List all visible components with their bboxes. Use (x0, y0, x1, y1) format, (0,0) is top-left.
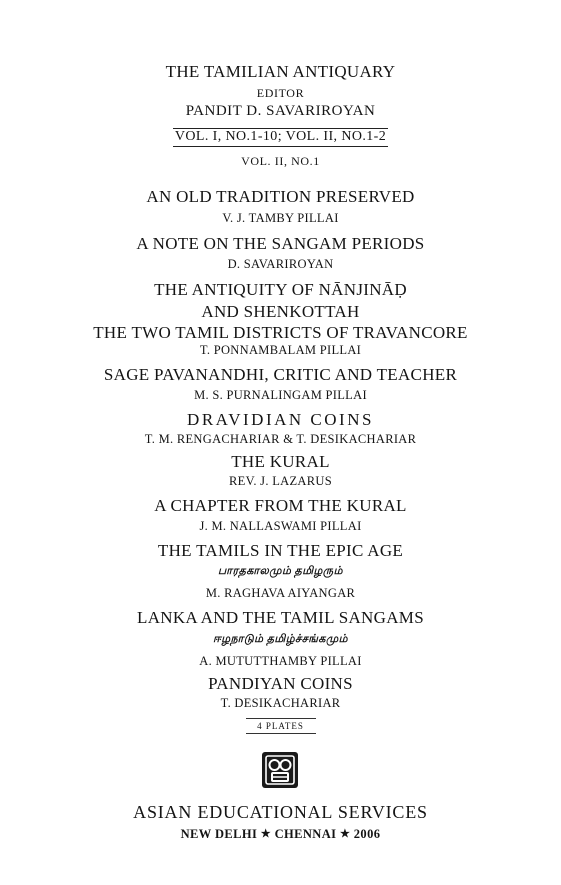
journal-title: THE TAMILIAN ANTIQUARY (165, 62, 396, 81)
volume-range (0, 128, 561, 147)
publisher-logo-icon (262, 752, 298, 788)
article-title: PANDIYAN COINS (208, 674, 353, 693)
publisher-name: ASIAN EDUCATIONAL SERVICES (133, 802, 428, 822)
plates-note (0, 717, 561, 734)
article-author: T. PONNAMBALAM PILLAI (199, 343, 362, 357)
city-new-delhi: NEW DELHI (180, 827, 258, 841)
article-title: LANKA AND THE TAMIL SANGAMS (137, 608, 424, 627)
tamil-subtitle: பாரதகாலமும் தமிழரும் (218, 565, 343, 577)
editor-label: EDITOR (256, 86, 305, 100)
plates-label: 4 PLATES (246, 718, 316, 734)
article-title: SAGE PAVANANDHI, CRITIC AND TEACHER (103, 365, 458, 384)
article-author: V. J. TAMBY PILLAI (222, 211, 339, 225)
article-title: DRAVIDIAN COINS (187, 410, 374, 429)
issue-number: VOL. II, NO.1 (241, 154, 320, 168)
article-title: AN OLD TRADITION PRESERVED (146, 187, 415, 206)
city-chennai: CHENNAI (274, 827, 337, 841)
article-title: A NOTE ON THE SANGAM PERIODS (136, 234, 425, 253)
article-title: THE TAMILS IN THE EPIC AGE (157, 541, 404, 560)
publisher-imprint (0, 828, 561, 841)
article-author: M. S. PURNALINGAM PILLAI (194, 388, 367, 402)
editor-name: PANDIT D. SAVARIROYAN (185, 103, 376, 119)
article-author: D. SAVARIROYAN (227, 257, 334, 271)
article-title: THE ANTIQUITY OF NĀNJINĀḌ (154, 280, 407, 299)
article-title: THE TWO TAMIL DISTRICTS OF TRAVANCORE (93, 323, 468, 342)
star-separator: ★ (260, 828, 272, 840)
article-title: THE KURAL (231, 452, 330, 471)
star-separator: ★ (339, 828, 351, 840)
article-title: AND SHENKOTTAH (201, 302, 360, 321)
article-author: REV. J. LAZARUS (229, 474, 332, 488)
article-author: M. RAGHAVA AIYANGAR (205, 586, 356, 600)
volume-range-text: VOL. I, NO.1-10; VOL. II, NO.1-2 (173, 128, 388, 147)
article-author: J. M. NALLASWAMI PILLAI (199, 519, 362, 533)
tamil-subtitle: ஈழநாடும் தமிழ்ச்சங்கமும் (212, 633, 349, 645)
publication-year: 2006 (353, 827, 381, 841)
article-author: A. MUTUTTHAMBY PILLAI (199, 654, 362, 668)
article-title: A CHAPTER FROM THE KURAL (154, 496, 407, 515)
article-author: T. M. RENGACHARIAR & T. DESIKACHARIAR (144, 432, 417, 446)
article-author: T. DESIKACHARIAR (220, 696, 341, 710)
